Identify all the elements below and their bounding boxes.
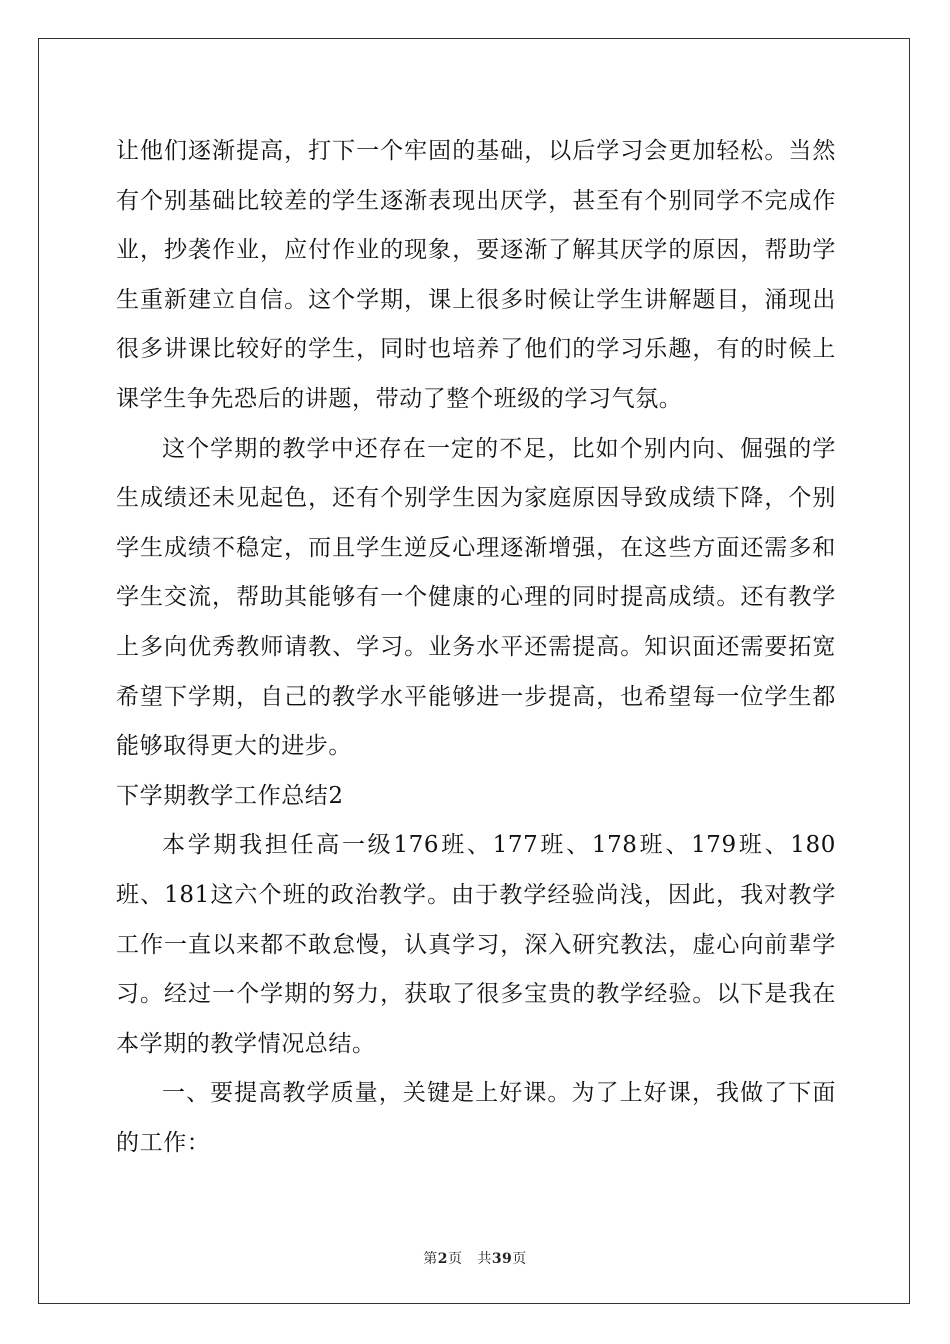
document-body xyxy=(116,127,836,1168)
total-pages-number: 39 xyxy=(491,1251,513,1267)
paragraph-1: 让他们逐渐提高，打下一个牢固的基础，以后学习会更加轻松。当然有个别基础比较差的学生逐渐表现出厌学，甚至有个别同学不完成作业，抄袭作业，应付作业的现象，要逐渐了解其厌学的原因，帮助学生重新建立自信。这个学期，课上很多时候让学生讲解题目，涌现出很多讲课比较好的学生，同时也培养了他们的学习乐趣，有的时候上课学生争先恐后的讲题，带动了整个班级的学习气氛。 xyxy=(116,138,836,412)
total-prefix: 共 xyxy=(477,1251,492,1267)
current-page-number: 2 xyxy=(437,1251,448,1267)
paragraph-2: 这个学期的教学中还存在一定的不足，比如个别内向、倔强的学生成绩还未见起色，还有个别学生因为家庭原因导致成绩下降，个别学生成绩不稳定，而且学生逆反心理逐渐增强，在这些方面还需多和学生交流，帮助其能够有一个健康的心理的同时提高成绩。还有教学上多向优秀教师请教、学习。业务水平还需提高。知识面还需要拓宽希望下学期，自己的教学水平能够进一步提高，也希望每一位学生都能够取得更大的进步。 xyxy=(116,435,836,760)
page-footer xyxy=(0,1248,950,1268)
page-prefix: 第 xyxy=(423,1251,438,1267)
section-heading: 下学期教学工作总结2 xyxy=(116,782,344,809)
page-suffix: 页 xyxy=(447,1251,463,1267)
paragraph-3: 本学期我担任高一级176班、177班、178班、179班、180班、181这六个班的政治教学。由于教学经验尚浅，因此，我对教学工作一直以来都不敢怠慢，认真学习，深入研究教法，虚心向前辈学习。经过一个学期的努力，获取了很多宝贵的教学经验。以下是我在本学期的教学情况总结。 xyxy=(116,832,836,1057)
paragraph-4: 一、要提高教学质量，关键是上好课。为了上好课，我做了下面的工作： xyxy=(116,1080,836,1156)
total-suffix: 页 xyxy=(512,1251,527,1267)
